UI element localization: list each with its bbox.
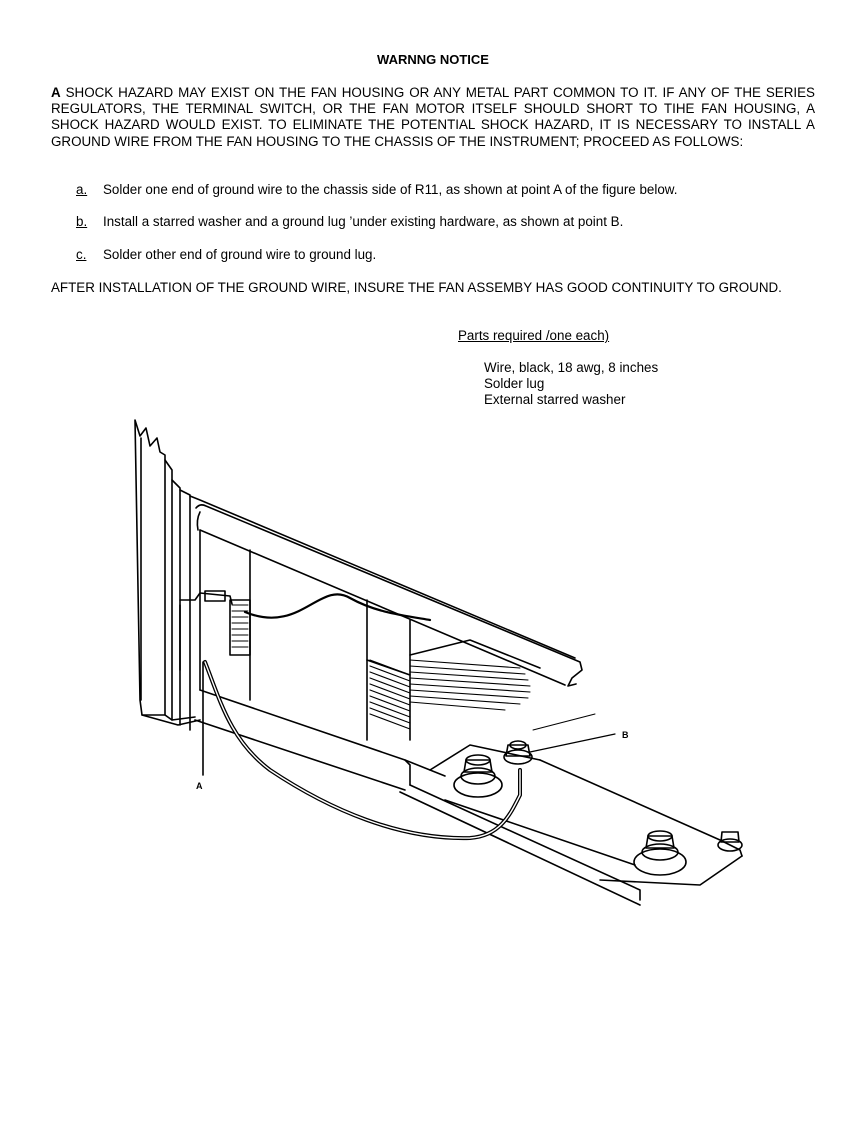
hardware [454,741,742,875]
step-letter: a. [76,182,88,197]
chassis-rail [195,690,742,905]
parts-heading: Parts required /one each) [458,328,610,343]
closing-paragraph: AFTER INSTALLATION OF THE GROUND WIRE, INSURE THE FAN ASSEMBY HAS GOOD CONTINUITY TO GROUND. [51,280,782,295]
step-letter: b. [76,214,88,229]
parts-item: Wire, black, 18 awg, 8 inches [484,360,659,375]
step-letter: c. [76,247,87,262]
step-text: Install a starred washer and a ground lug ’under existing hardware, as shown at point B. [103,214,624,229]
warning-text: SHOCK HAZARD MAY EXIST ON THE FAN HOUSING OR ANY METAL PART COMMON TO IT. IF ANY OF THE SERIES REGULATORS, THE TERMINAL SWITCH, OR THE FAN MOTOR ITSELF SHOULD SHORT TO TIHE FAN HOUSING, A SHOCK HAZARD WOULD EXIST. TO ELIMINATE THE POTENTIAL SHOCK HAZARD, IT IS NECESSARY TO INSTALL A GROUND WIRE FROM THE FAN HOUSING TO THE CHASSIS OF THE INSTRUMENT; PROCEED AS FOLLOWS: [51,85,815,149]
warning-lead: A [51,85,61,100]
parts-item: Solder lug [484,376,545,391]
side-panel [135,420,200,730]
label-b: B [622,730,629,740]
label-a: A [196,781,203,791]
parts-item: External starred washer [484,392,626,407]
step-text: Solder other end of ground wire to ground lug. [103,247,377,262]
step-text: Solder one end of ground wire to the chassis side of R11, as shown at point A of the figure below. [103,182,678,197]
page-title: WARNNG NOTICE [377,52,489,67]
